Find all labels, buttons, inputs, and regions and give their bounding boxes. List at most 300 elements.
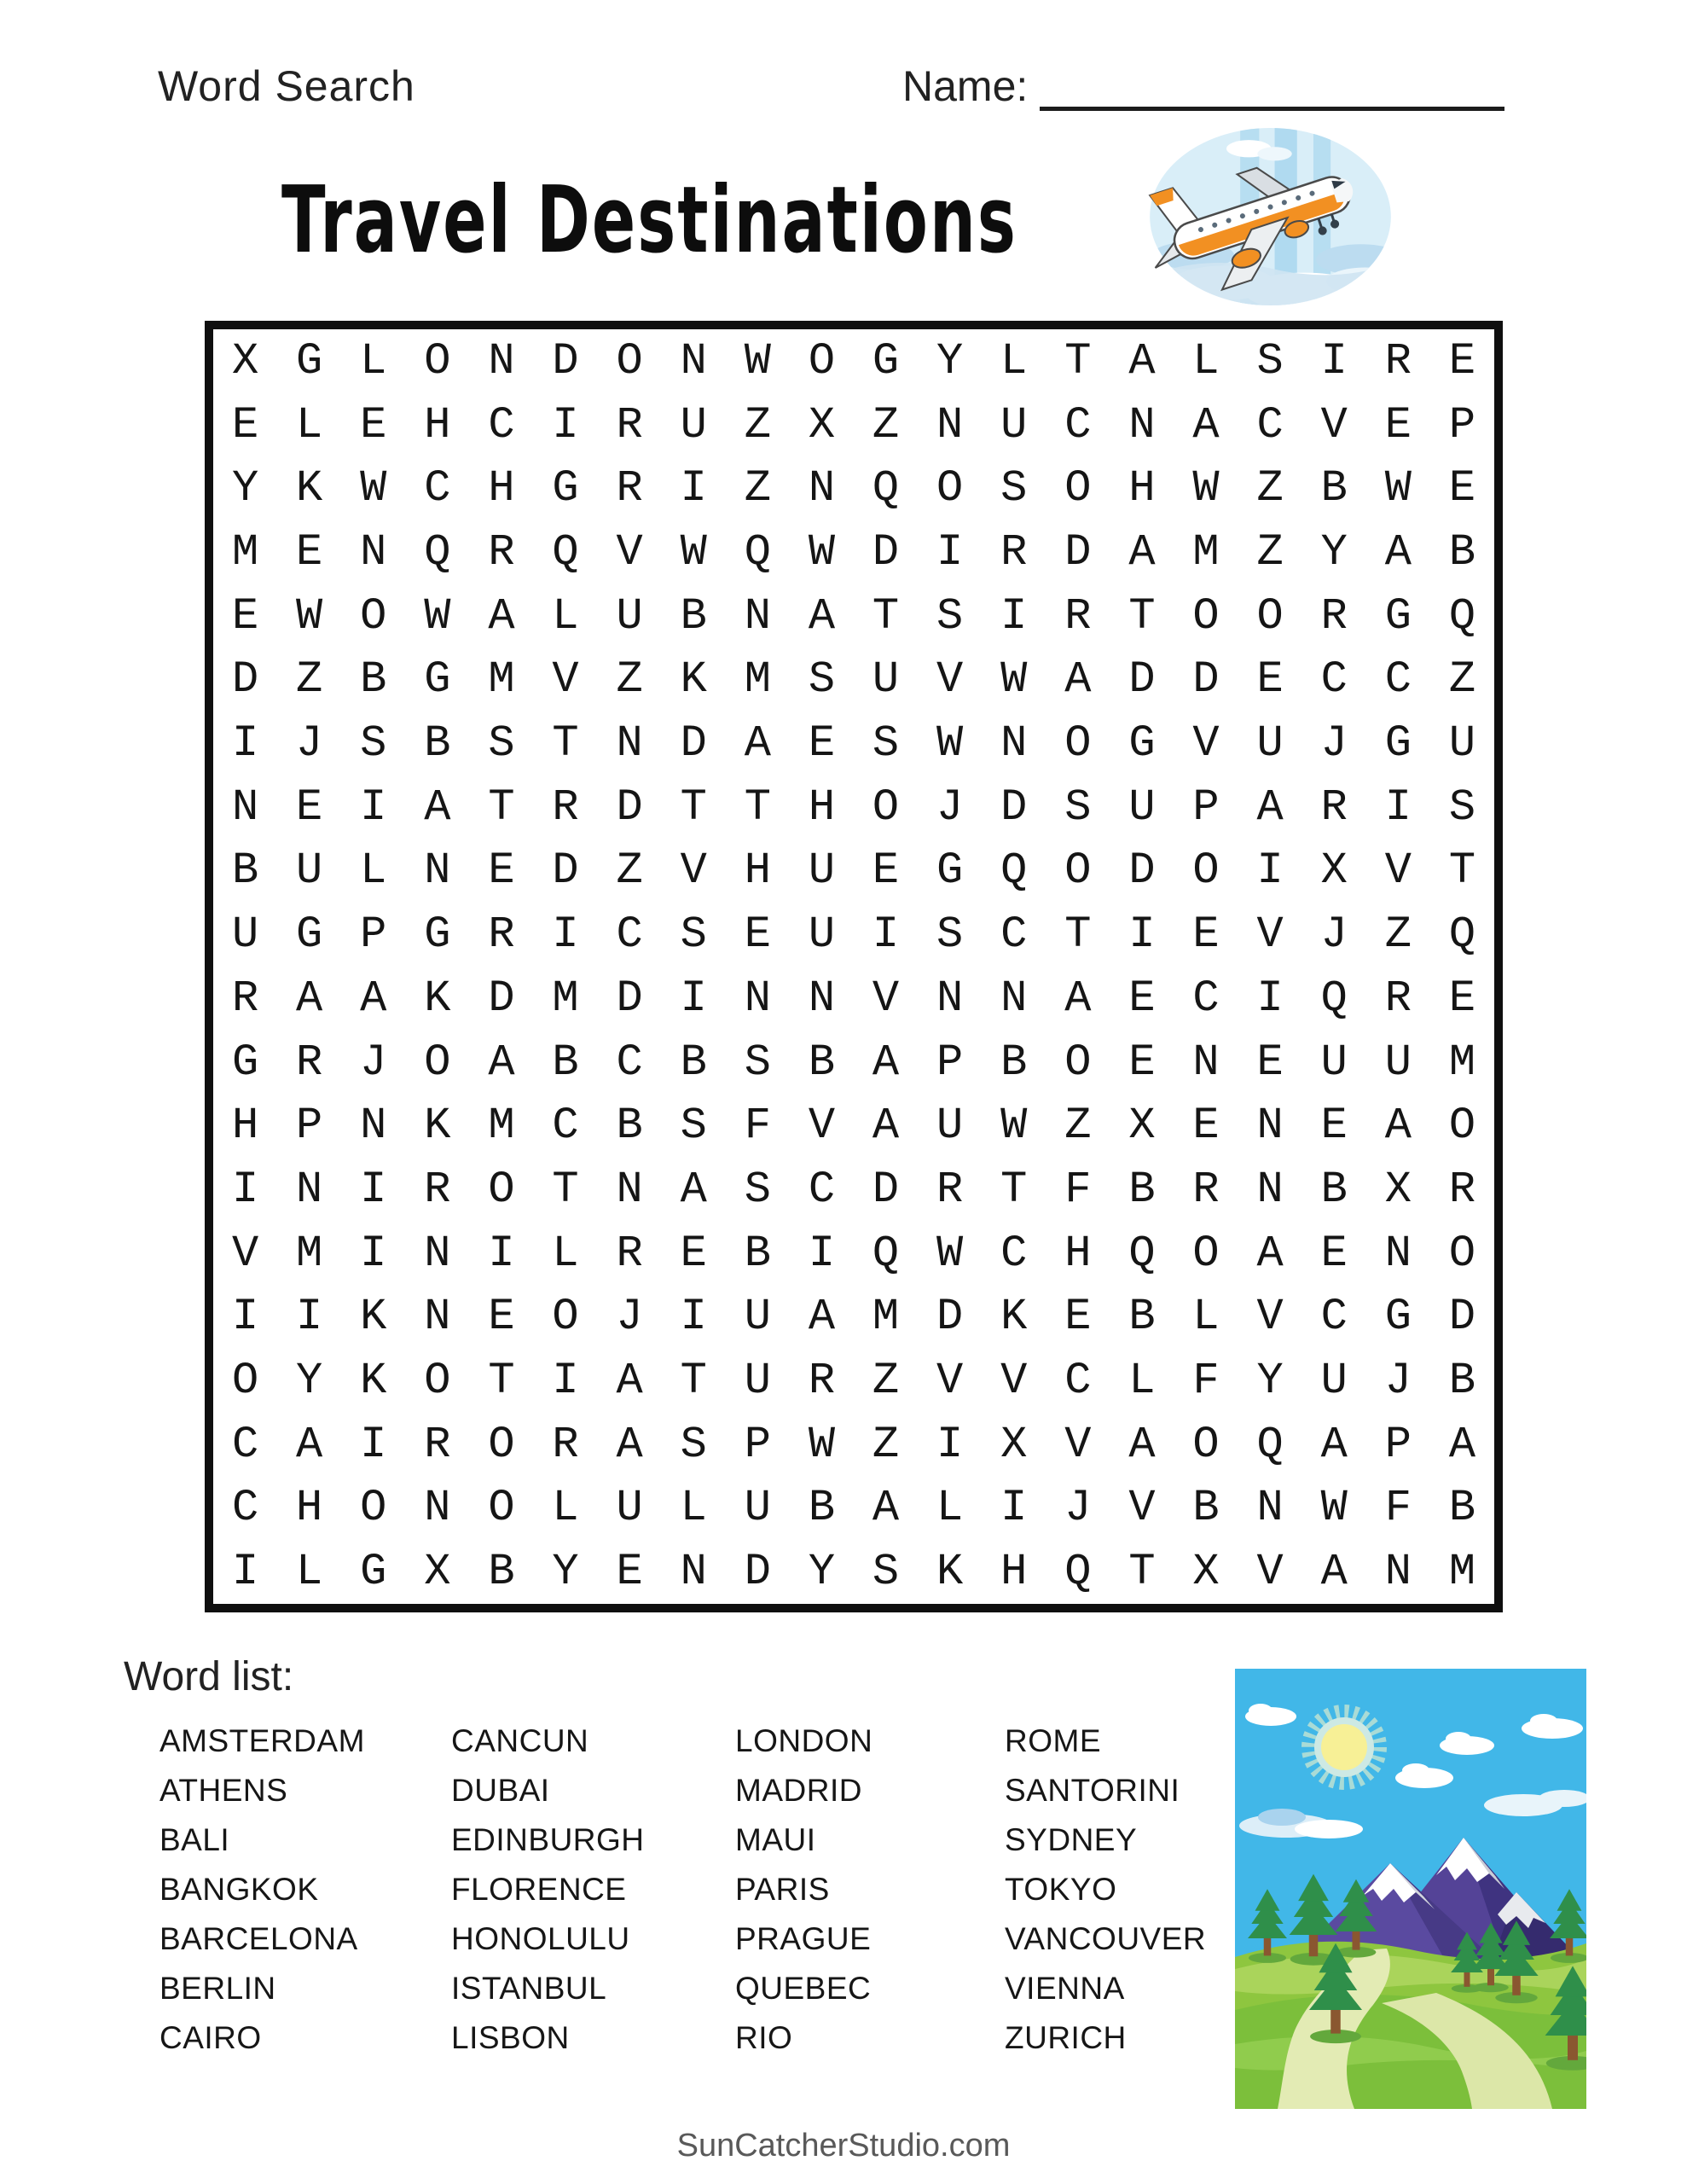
grid-cell: I (488, 1228, 515, 1279)
grid-cell: Z (872, 1356, 900, 1407)
grid-cell: I (936, 526, 964, 578)
grid-cell: K (424, 973, 451, 1024)
grid-cell: N (1384, 1228, 1412, 1279)
grid-cell: E (680, 1228, 707, 1279)
grid-cell: H (231, 1101, 259, 1152)
grid-cell: H (744, 845, 771, 897)
grid-cell: S (936, 590, 964, 642)
grid-cell: S (1256, 335, 1284, 386)
grid-cell: N (424, 845, 451, 897)
grid-cell: V (616, 526, 643, 578)
grid-cell: Z (1448, 654, 1476, 706)
grid-cell: E (1064, 1292, 1092, 1343)
grid-cell: W (1384, 463, 1412, 514)
grid-cell: X (231, 335, 259, 386)
grid-cell: E (488, 1292, 515, 1343)
word-list-item: TOKYO (1005, 1872, 1117, 1907)
grid-cell: B (424, 718, 451, 770)
grid-cell: F (1064, 1164, 1092, 1215)
grid-cell: C (231, 1419, 259, 1470)
grid-cell: S (872, 718, 900, 770)
grid-cell: N (231, 781, 259, 833)
grid-cell: G (872, 335, 900, 386)
grid-cell: E (744, 909, 771, 961)
grid-cell: A (488, 590, 515, 642)
grid-cell: R (1320, 781, 1348, 833)
grid-cell: Q (1064, 1547, 1092, 1598)
grid-cell: D (1192, 654, 1220, 706)
grid-cell: M (488, 654, 515, 706)
grid-cell: U (1000, 399, 1028, 450)
grid-cell: N (296, 1164, 323, 1215)
grid-cell: P (1384, 1419, 1412, 1470)
name-label: Name: (902, 62, 1029, 110)
grid-cell: A (1128, 1419, 1156, 1470)
grid-cell: A (424, 781, 451, 833)
grid-cell: A (1128, 526, 1156, 578)
grid-cell: O (616, 335, 643, 386)
grid-cell: I (1320, 335, 1348, 386)
grid-cell: X (1000, 1419, 1028, 1470)
grid-cell: Z (872, 399, 900, 450)
grid-cell: C (488, 399, 515, 450)
grid-cell: I (552, 399, 579, 450)
landscape-illustration (1235, 1669, 1586, 2109)
grid-cell: B (680, 590, 707, 642)
grid-cell: G (936, 845, 964, 897)
grid-cell: B (808, 1483, 836, 1534)
grid-cell: U (296, 845, 323, 897)
site-credit: SunCatcherStudio.com (676, 2128, 1011, 2164)
grid-cell: C (1000, 1228, 1028, 1279)
grid-cell: T (552, 718, 579, 770)
grid-cell: E (1256, 654, 1284, 706)
grid-cell: U (616, 1483, 643, 1534)
grid-cell: N (680, 1547, 707, 1598)
grid-cell: A (616, 1419, 643, 1470)
grid-cell: B (1128, 1164, 1156, 1215)
grid-cell: J (1320, 718, 1348, 770)
grid-cell: X (1128, 1101, 1156, 1152)
grid-cell: G (424, 909, 451, 961)
grid-cell: Q (1256, 1419, 1284, 1470)
grid-cell: V (1256, 909, 1284, 961)
grid-cell: J (936, 781, 964, 833)
grid-cell: C (1320, 654, 1348, 706)
grid-cell: U (1128, 781, 1156, 833)
word-list-column (1005, 1716, 1261, 2063)
grid-cell: O (872, 781, 900, 833)
grid-cell: V (1256, 1547, 1284, 1598)
grid-cell: S (808, 654, 836, 706)
grid-cell: Y (1320, 526, 1348, 578)
grid-cell: B (552, 1037, 579, 1088)
grid-cell: E (1320, 1101, 1348, 1152)
word-list-item: BANGKOK (159, 1872, 319, 1907)
grid-cell: A (1384, 1101, 1412, 1152)
grid-cell: S (1064, 781, 1092, 833)
grid-cell: P (744, 1419, 771, 1470)
grid-cell: R (552, 781, 579, 833)
grid-cell: N (1384, 1547, 1412, 1598)
grid-cell: E (1320, 1228, 1348, 1279)
grid-cell: B (744, 1228, 771, 1279)
grid-cell: U (1256, 718, 1284, 770)
grid-cell: M (552, 973, 579, 1024)
grid-cell: N (488, 335, 515, 386)
grid-cell: X (1384, 1164, 1412, 1215)
grid-cell: O (1064, 718, 1092, 770)
grid-cell: I (680, 1292, 707, 1343)
grid-cell: L (360, 335, 387, 386)
grid-cell: N (744, 973, 771, 1024)
grid-cell: O (1064, 463, 1092, 514)
grid-cell: R (1320, 590, 1348, 642)
grid-cell: E (1192, 1101, 1220, 1152)
word-list-item: ZURICH (1005, 2020, 1127, 2055)
grid-cell: O (231, 1356, 259, 1407)
word-list-item: MADRID (735, 1773, 862, 1808)
grid-cell: R (1384, 335, 1412, 386)
grid-cell: Z (616, 654, 643, 706)
grid-cell: E (360, 399, 387, 450)
grid-cell: L (936, 1483, 964, 1534)
grid-cell: Q (424, 526, 451, 578)
word-list-item: VIENNA (1005, 1971, 1125, 2006)
grid-cell: V (680, 845, 707, 897)
grid-cell: Q (872, 463, 900, 514)
grid-cell: C (231, 1483, 259, 1534)
grid-cell: J (1064, 1483, 1092, 1534)
grid-cell: G (360, 1547, 387, 1598)
grid-cell: B (231, 845, 259, 897)
grid-cell: T (872, 590, 900, 642)
grid-cell: Z (1064, 1101, 1092, 1152)
grid-cell: S (680, 1419, 707, 1470)
grid-cell: R (1064, 590, 1092, 642)
grid-cell: G (1384, 1292, 1412, 1343)
grid-cell: T (680, 781, 707, 833)
word-list-item: PARIS (735, 1872, 830, 1907)
grid-cell: W (360, 463, 387, 514)
grid-cell: T (488, 781, 515, 833)
grid-cell: O (1448, 1228, 1476, 1279)
grid-cell: S (1448, 781, 1476, 833)
grid-cell: G (296, 335, 323, 386)
grid-cell: A (872, 1037, 900, 1088)
grid-cell: L (1192, 335, 1220, 386)
grid-cell: A (1384, 526, 1412, 578)
grid-cell: N (360, 526, 387, 578)
grid-cell: M (744, 654, 771, 706)
grid-cell: H (1128, 463, 1156, 514)
grid-cell: O (1256, 590, 1284, 642)
word-list (159, 1716, 1226, 2063)
grid-cell: N (808, 973, 836, 1024)
grid-cell: O (360, 1483, 387, 1534)
word-list-item: BARCELONA (159, 1921, 358, 1956)
grid-cell: L (296, 1547, 323, 1598)
word-list-item: LISBON (451, 2020, 570, 2055)
grid-cell: N (616, 1164, 643, 1215)
grid-cell: A (616, 1356, 643, 1407)
grid-cell: N (1192, 1037, 1220, 1088)
grid-cell: A (1256, 1228, 1284, 1279)
grid-cell: Y (231, 463, 259, 514)
grid-cell: R (488, 526, 515, 578)
grid-cell: S (744, 1037, 771, 1088)
grid-cell: W (680, 526, 707, 578)
grid-cell: J (1320, 909, 1348, 961)
grid-cell: E (1128, 973, 1156, 1024)
grid-cell: E (616, 1547, 643, 1598)
grid-cell: W (808, 1419, 836, 1470)
grid-cell: V (231, 1228, 259, 1279)
grid-cell: P (1192, 781, 1220, 833)
grid-cell: O (1192, 1419, 1220, 1470)
grid-cell: V (1000, 1356, 1028, 1407)
grid-cell: A (1320, 1419, 1348, 1470)
grid-cell: R (1448, 1164, 1476, 1215)
page-title: Travel Destinations (281, 167, 1017, 274)
grid-cell: I (552, 909, 579, 961)
grid-cell: S (872, 1547, 900, 1598)
grid-cell: T (680, 1356, 707, 1407)
grid-cell: J (360, 1037, 387, 1088)
grid-cell: G (1128, 718, 1156, 770)
grid-cell: A (1064, 973, 1092, 1024)
grid-cell: V (936, 654, 964, 706)
grid-cell: P (360, 909, 387, 961)
grid-cell: N (424, 1483, 451, 1534)
grid-cell: W (1192, 463, 1220, 514)
grid-cell: V (1128, 1483, 1156, 1534)
grid-cell: H (1000, 1547, 1028, 1598)
grid-cell: B (488, 1547, 515, 1598)
grid-cell: E (1128, 1037, 1156, 1088)
grid-cell: N (424, 1228, 451, 1279)
name-line (1040, 64, 1504, 111)
grid-cell: D (488, 973, 515, 1024)
grid-cell: U (1384, 1037, 1412, 1088)
grid-cell: M (1448, 1547, 1476, 1598)
grid-cell: N (1256, 1164, 1284, 1215)
grid-cell: A (360, 973, 387, 1024)
word-list-item: RIO (735, 2020, 793, 2055)
grid-cell: A (872, 1101, 900, 1152)
grid-cell: A (1256, 781, 1284, 833)
word-list-item: ROME (1005, 1723, 1101, 1758)
grid-cell: E (296, 781, 323, 833)
grid-cell: E (1448, 973, 1476, 1024)
grid-cell: I (360, 1419, 387, 1470)
grid-cell: I (552, 1356, 579, 1407)
word-list-item: EDINBURGH (451, 1822, 645, 1857)
word-list-item: ISTANBUL (451, 1971, 607, 2006)
grid-cell: E (808, 718, 836, 770)
grid-cell: T (1448, 845, 1476, 897)
grid-cell: D (744, 1547, 771, 1598)
grid-cell: U (680, 399, 707, 450)
grid-cell: Q (872, 1228, 900, 1279)
grid-cell: W (936, 718, 964, 770)
grid-cell: H (808, 781, 836, 833)
word-list-item: AMSTERDAM (159, 1723, 365, 1758)
grid-cell: S (680, 1101, 707, 1152)
grid-cell: C (1064, 399, 1092, 450)
word-list-item: MAUI (735, 1822, 816, 1857)
word-list-item: BALI (159, 1822, 230, 1857)
grid-cell: N (1000, 718, 1028, 770)
grid-cell: K (1000, 1292, 1028, 1343)
grid-cell: D (680, 718, 707, 770)
grid-cell: T (1128, 590, 1156, 642)
grid-cell: B (1448, 1356, 1476, 1407)
grid-cell: D (552, 335, 579, 386)
grid-cell: C (1320, 1292, 1348, 1343)
grid-cell: U (231, 909, 259, 961)
grid-cell: P (1448, 399, 1476, 450)
grid-cell: I (360, 1164, 387, 1215)
grid-cell: D (936, 1292, 964, 1343)
grid-cell: U (808, 909, 836, 961)
grid-cell: B (1320, 463, 1348, 514)
grid-cell: E (231, 399, 259, 450)
grid-cell: O (1064, 1037, 1092, 1088)
grid-cell: N (936, 399, 964, 450)
grid-cell: K (680, 654, 707, 706)
grid-cell: W (1000, 654, 1028, 706)
grid-cell: D (1128, 654, 1156, 706)
grid-cell: A (680, 1164, 707, 1215)
grid-cell: A (1320, 1547, 1348, 1598)
word-list-item: CANCUN (451, 1723, 589, 1758)
grid-cell: G (424, 654, 451, 706)
grid-cell: I (231, 1164, 259, 1215)
grid-cell: K (936, 1547, 964, 1598)
word-list-column (159, 1716, 451, 2063)
grid-cell: Y (552, 1547, 579, 1598)
grid-cell: Y (1256, 1356, 1284, 1407)
grid-cell: O (1448, 1101, 1476, 1152)
grid-cell: U (1320, 1037, 1348, 1088)
word-list-item: FLORENCE (451, 1872, 627, 1907)
grid-cell: B (1448, 526, 1476, 578)
word-list-item: ATHENS (159, 1773, 288, 1808)
grid-cell: T (1064, 909, 1092, 961)
grid-cell: O (488, 1483, 515, 1534)
grid-cell: E (1448, 463, 1476, 514)
grid-cell: L (680, 1483, 707, 1534)
grid-cell: R (616, 399, 643, 450)
word-list-item: LONDON (735, 1723, 873, 1758)
grid-cell: N (808, 463, 836, 514)
grid-cell: E (872, 845, 900, 897)
grid-cell: I (296, 1292, 323, 1343)
word-list-item: DUBAI (451, 1773, 550, 1808)
grid-cell: L (296, 399, 323, 450)
grid-cell: Y (808, 1547, 836, 1598)
grid-cell: O (424, 1037, 451, 1088)
grid-cell: B (1448, 1483, 1476, 1534)
word-list-item: BERLIN (159, 1971, 276, 2006)
grid-cell: D (616, 973, 643, 1024)
grid-cell: I (231, 1547, 259, 1598)
grid-cell: J (296, 718, 323, 770)
grid-cell: I (808, 1228, 836, 1279)
grid-cell: K (360, 1292, 387, 1343)
grid-cell: W (424, 590, 451, 642)
grid-cell: R (552, 1419, 579, 1470)
grid-cell: V (1064, 1419, 1092, 1470)
grid-cell: X (424, 1547, 451, 1598)
grid-cell: N (936, 973, 964, 1024)
grid-cell: N (1000, 973, 1028, 1024)
grid-cell: L (552, 1483, 579, 1534)
grid-cell: A (872, 1483, 900, 1534)
grid-cell: E (488, 845, 515, 897)
grid-cell: I (1000, 1483, 1028, 1534)
grid-cell: T (488, 1356, 515, 1407)
grid-cell: I (360, 781, 387, 833)
grid-cell: N (680, 335, 707, 386)
grid-cell: U (1448, 718, 1476, 770)
grid-cell: I (1384, 781, 1412, 833)
grid-cell: G (231, 1037, 259, 1088)
grid-cell: B (1000, 1037, 1028, 1088)
grid-cell: Q (1128, 1228, 1156, 1279)
grid-cell: L (552, 590, 579, 642)
grid-cell: W (808, 526, 836, 578)
grid-cell: S (680, 909, 707, 961)
grid-cell: A (808, 590, 836, 642)
grid-cell: C (616, 1037, 643, 1088)
grid-cell: C (1000, 909, 1028, 961)
grid-cell: R (936, 1164, 964, 1215)
grid-cell: U (872, 654, 900, 706)
grid-cell: N (1256, 1483, 1284, 1534)
grid-cell: B (360, 654, 387, 706)
grid-cell: D (1448, 1292, 1476, 1343)
grid-cell: Z (616, 845, 643, 897)
grid-cell: B (808, 1037, 836, 1088)
grid-cell: V (808, 1101, 836, 1152)
grid-cell: H (488, 463, 515, 514)
grid-cell: G (1384, 590, 1412, 642)
grid-cell: D (231, 654, 259, 706)
grid-cell: Z (1384, 909, 1412, 961)
grid-cell: Q (744, 526, 771, 578)
grid-cell: Q (1000, 845, 1028, 897)
grid-cell: A (1128, 335, 1156, 386)
grid-cell: U (744, 1292, 771, 1343)
grid-cell: M (488, 1101, 515, 1152)
grid-cell: R (296, 1037, 323, 1088)
grid-cell: T (744, 781, 771, 833)
grid-cell: C (1384, 654, 1412, 706)
grid-cell: R (424, 1419, 451, 1470)
grid-cell: P (936, 1037, 964, 1088)
grid-cell: A (1192, 399, 1220, 450)
grid-cell: R (424, 1164, 451, 1215)
grid-cell: M (296, 1228, 323, 1279)
grid-cell: V (552, 654, 579, 706)
grid-cell: C (1192, 973, 1220, 1024)
grid-cell: D (1128, 845, 1156, 897)
grid-cell: A (296, 1419, 323, 1470)
grid-cell: Y (296, 1356, 323, 1407)
grid-cell: H (1064, 1228, 1092, 1279)
